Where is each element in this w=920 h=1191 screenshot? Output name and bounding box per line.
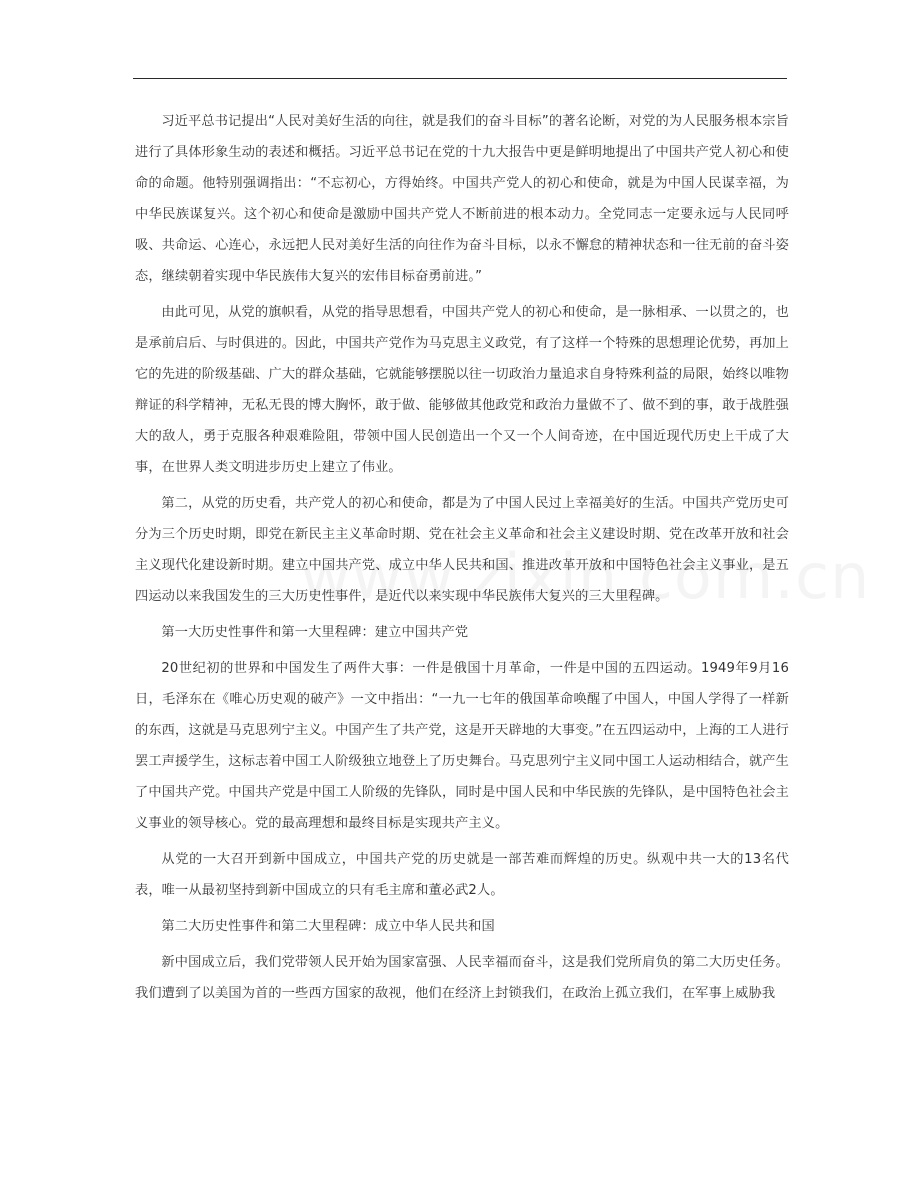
paragraph-4: 20世纪初的世界和中国发生了两件大事：一件是俄国十月革命，一件是中国的五四运动。1949年9月16日，毛泽东在《唯心历史观的破产》一文中指出：“一九一七年的俄国革命唤醒了中国人，中国人学得了一样新的东西，这就是马克思列宁主义。中国产生了共产党，这是开天辟地的大事变。”在五四运动中，上海的工人进行罢工声援学生，这标志着中国工人阶级独立地登上了历史舞台。马克思列宁主义同中国工人运动相结合，就产生了中国共产党。中国共产党是中国工人阶级的先锋队，同时是中国人民和中华民族的先锋队，是中国特色社会主义事业的领导核心。党的最高理想和最终目标是实现共产主义。 — [135, 661, 789, 831]
document-body — [135, 106, 789, 1014]
header-rule — [133, 78, 787, 79]
paragraph-3: 第二，从党的历史看，共产党人的初心和使命，都是为了中国人民过上幸福美好的生活。中国共产党历史可分为三个历史时期，即党在新民主主义革命时期、党在社会主义革命和社会主义建设时期、党在改革开放和社会主义现代化建设新时期。建立中国共产党、成立中华人民共和国、推进改革开放和中国特色社会主义事业，是五四运动以来我国发生的三大历史性事件，是近代以来实现中华民族伟大复兴的三大里程碑。 — [135, 496, 789, 604]
paragraph-2: 由此可见，从党的旗帜看，从党的指导思想看，中国共产党人的初心和使命，是一脉相承、一以贯之的，也是承前启后、与时俱进的。因此，中国共产党作为马克思主义政党，有了这样一个特殊的思想理论优势，再加上它的先进的阶级基础、广大的群众基础，它就能够摆脱以往一切政治力量追求自身特殊利益的局限，始终以唯物辩证的科学精神，无私无畏的博大胸怀，敢于做、能够做其他政党和政治力量做不了、做不到的事，敢于战胜强大的敌人，勇于克服各种艰难险阻，带领中国人民创造出一个又一个人间奇迹，在中国近现代历史上干成了大事，在世界人类文明进步历史上建立了伟业。 — [135, 305, 789, 475]
section-heading-1: 第一大历史性事件和第一大里程碑：建立中国共产党 — [161, 625, 469, 640]
paragraph-1: 习近平总书记提出“人民对美好生活的向往，就是我们的奋斗目标”的著名论断，对党的为人民服务根本宗旨进行了具体形象生动的表述和概括。习近平总书记在党的十九大报告中更是鲜明地提出了中国共产党人初心和使命的命题。他特别强调指出：“不忘初心，方得始终。中国共产党人的初心和使命，就是为中国人民谋幸福，为中华民族谋复兴。这个初心和使命是激励中国共产党人不断前进的根本动力。全党同志一定要永远与人民同呼吸、共命运、心连心，永远把人民对美好生活的向往作为奋斗目标，以永不懈怠的精神状态和一往无前的奋斗姿态，继续朝着实现中华民族伟大复兴的宏伟目标奋勇前进。” — [135, 114, 789, 284]
paragraph-5: 从党的一大召开到新中国成立，中国共产党的历史就是一部苦难而辉煌的历史。纵观中共一大的13名代表，唯一从最初坚持到新中国成立的只有毛主席和董必武2人。 — [135, 852, 789, 898]
paragraph-6: 新中国成立后，我们党带领人民开始为国家富强、人民幸福而奋斗，这是我们党所肩负的第二大历史任务。我们遭到了以美国为首的一些西方国家的敌视，他们在经济上封锁我们，在政治上孤立我们，在军事上威胁我 — [135, 955, 789, 1001]
section-heading-2: 第二大历史性事件和第二大里程碑：成立中华人民共和国 — [161, 919, 495, 934]
